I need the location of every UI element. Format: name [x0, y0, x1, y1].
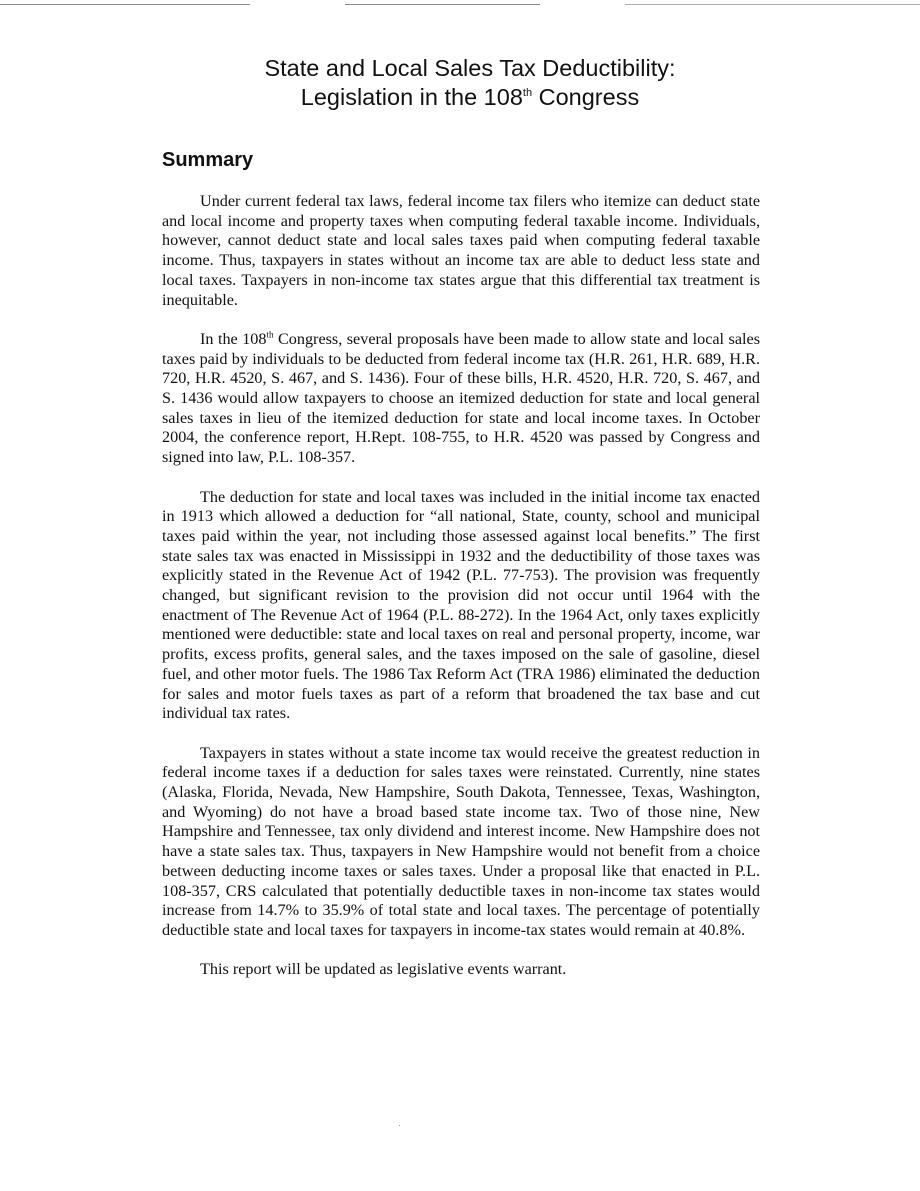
- title-ordinal-suffix: th: [522, 87, 533, 100]
- summary-body: [162, 192, 760, 980]
- title-line-2-suffix: Congress: [532, 84, 640, 110]
- scan-top-rule: [625, 4, 920, 5]
- scan-speck: [399, 1125, 400, 1126]
- scan-top-rule: [345, 4, 540, 5]
- title-line-1: State and Local Sales Tax Deductibility:: [264, 55, 676, 81]
- document-title: [160, 54, 780, 112]
- title-line-2-prefix: Legislation in the 108: [300, 84, 523, 110]
- paragraph-proposals-prefix: In the 108: [200, 329, 267, 348]
- paragraph-ordinal-suffix: th: [266, 329, 274, 340]
- paragraph-proposals-text: Congress, several proposals have been made to allow state and local sales taxes paid by individuals to be deducted from federal income tax (H.R. 261, H.R. 689, H.R. 720, H.R. 4520, S. 467, and S. 1436). Four of these bills, H.R. 4520, H.R. 720, S. 467, and S. 1436 would allow taxpayers to choose an itemized deduction for state and local general sales taxes in lieu of the itemized deduction for state and local income taxes. In October 2004, the conference report, H.Rept. 108-755, to H.R. 4520 was passed by Congress and signed into law, P.L. 108-357.: [162, 329, 760, 467]
- paragraph-impact: Taxpayers in states without a state income tax would receive the greatest reduction in federal income taxes if a deduction for sales taxes were reinstated. Currently, nine states (Alaska, Florida, Nevada, New Hampshire, South Dakota, Tennessee, Texas, Washington, and Wyoming) do not have a broad based state income tax. Two of those nine, New Hampshire and Tennessee, tax only dividend and interest income. New Hampshire does not have a state sales tax. Thus, taxpayers in New Hampshire would not benefit from a choice between deducting income taxes or sales taxes. Under a proposal like that enacted in P.L. 108-357, CRS calculated that potentially deductible taxes in non-income tax states would increase from 14.7% to 35.9% of total state and local taxes. The percentage of potentially deductible state and local taxes for taxpayers in income-tax states would remain at 40.8%.: [162, 743, 760, 939]
- scan-top-rule: [0, 4, 250, 5]
- paragraph-update-note: This report will be updated as legislative events warrant.: [200, 960, 567, 979]
- summary-heading: Summary: [162, 149, 254, 171]
- paragraph-current-law: Under current federal tax laws, federal income tax filers who itemize can deduct state and local income and property taxes when computing federal taxable income. Individuals, however, cannot deduct state and local sales taxes paid when computing federal taxable income. Thus, taxpayers in states without an income tax are able to deduct less state and local taxes. Taxpayers in non-income tax states argue that this differential tax treatment is inequitable.: [162, 192, 760, 309]
- paragraph-history: The deduction for state and local taxes was included in the initial income tax enacted in 1913 which allowed a deduction for “all national, State, county, school and municipal taxes paid within the year, not including those assessed against local benefits.” The first state sales tax was enacted in Mississippi in 1932 and the deductibility of those taxes was explicitly stated in the Revenue Act of 1942 (P.L. 77-753). The provision was frequently changed, but significant revision to the provision did not occur until 1964 with the enactment of The Revenue Act of 1964 (P.L. 88-272). In the 1964 Act, only taxes explicitly mentioned were deductible: state and local taxes on real and personal property, income, war profits, excess profits, general sales, and the taxes imposed on the sale of gasoline, diesel fuel, and other motor fuels. The 1986 Tax Reform Act (TRA 1986) eliminated the deduction for sales and motor fuels taxes as part of a reform that broadened the tax base and cut individual tax rates.: [162, 487, 760, 723]
- paragraph-proposals: [162, 330, 760, 468]
